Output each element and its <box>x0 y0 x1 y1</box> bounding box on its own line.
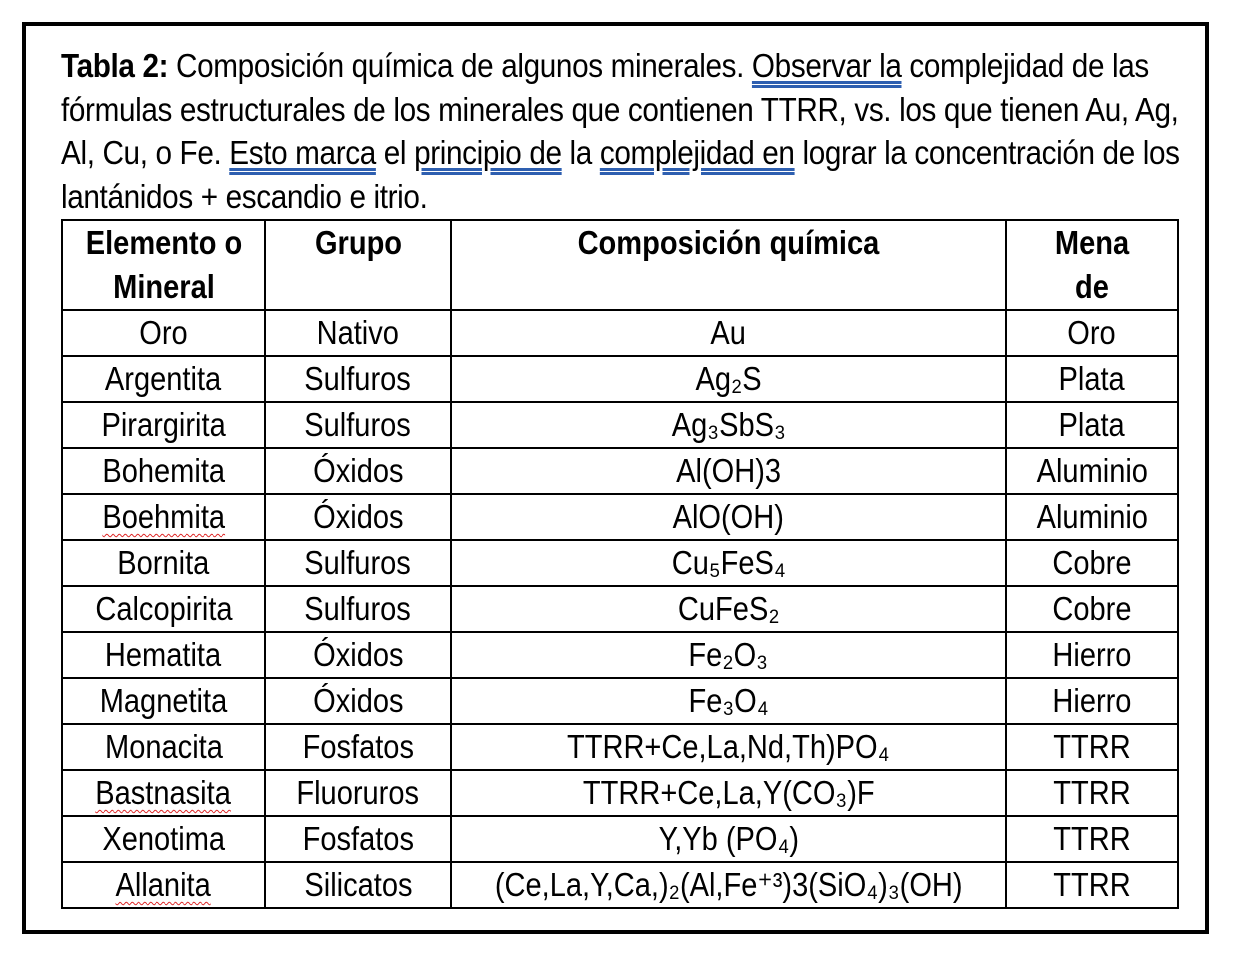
caption-text: lograr la concentración de los lantánidos + escandio e itrio. <box>61 134 1180 215</box>
mineral-cell: Boehmita <box>62 494 265 540</box>
grupo-cell: Fluoruros <box>265 770 451 816</box>
caption-underlined: principio de <box>414 134 562 171</box>
caption-text: el <box>375 134 415 171</box>
formula-cell: TTRR+Ce,La,Y(CO₃)F <box>451 770 1006 816</box>
formula-cell: TTRR+Ce,La,Nd,Th)PO₄ <box>451 724 1006 770</box>
formula-cell: Al(OH)3 <box>451 448 1006 494</box>
mineral-cell: Xenotima <box>62 816 265 862</box>
mineral-cell: Pirargirita <box>62 402 265 448</box>
mineral-cell: Hematita <box>62 632 265 678</box>
header-composicion: Composición química <box>451 220 1006 310</box>
caption-text: Composición química de algunos minerales. <box>168 47 752 84</box>
header-mena: Mena de <box>1006 220 1178 310</box>
grupo-cell: Fosfatos <box>265 816 451 862</box>
formula-cell: Fe₃O₄ <box>451 678 1006 724</box>
table-caption <box>61 44 1181 218</box>
formula-cell: Cu₅FeS₄ <box>451 540 1006 586</box>
formula-cell: Fe₂O₃ <box>451 632 1006 678</box>
mineral-cell: Bornita <box>62 540 265 586</box>
grupo-cell: Sulfuros <box>265 540 451 586</box>
mineral-cell: Argentita <box>62 356 265 402</box>
mena-cell: Cobre <box>1006 586 1178 632</box>
grupo-cell: Óxidos <box>265 632 451 678</box>
table-row <box>62 632 1178 678</box>
table-row <box>62 448 1178 494</box>
formula-cell: Ag₃SbS₃ <box>451 402 1006 448</box>
mena-cell: Oro <box>1006 310 1178 356</box>
formula-cell: Au <box>451 310 1006 356</box>
caption-text: la <box>561 134 600 171</box>
grupo-cell: Sulfuros <box>265 586 451 632</box>
grupo-cell: Óxidos <box>265 494 451 540</box>
caption-underlined: Esto marca <box>229 134 376 171</box>
table-row <box>62 678 1178 724</box>
table-row <box>62 586 1178 632</box>
mena-cell: Plata <box>1006 402 1178 448</box>
mena-cell: Aluminio <box>1006 494 1178 540</box>
grupo-cell: Silicatos <box>265 862 451 908</box>
grupo-cell: Sulfuros <box>265 402 451 448</box>
formula-cell: AlO(OH) <box>451 494 1006 540</box>
caption-text: complejidad de las fórmulas estructurales de los minerales que contienen TTRR, vs. los que tienen Au, Ag, Al, Cu, o Fe. <box>61 47 1179 171</box>
table-row <box>62 816 1178 862</box>
formula-cell: Y,Yb (PO₄) <box>451 816 1006 862</box>
mineral-cell: Allanita <box>62 862 265 908</box>
mineral-cell: Calcopirita <box>62 586 265 632</box>
table-row <box>62 724 1178 770</box>
mineral-cell: Oro <box>62 310 265 356</box>
mineral-cell: Bastnasita <box>62 770 265 816</box>
mena-cell: TTRR <box>1006 770 1178 816</box>
grupo-cell: Sulfuros <box>265 356 451 402</box>
mena-cell: TTRR <box>1006 816 1178 862</box>
mena-cell: Hierro <box>1006 632 1178 678</box>
mineral-cell: Monacita <box>62 724 265 770</box>
table-row <box>62 310 1178 356</box>
mena-cell: Hierro <box>1006 678 1178 724</box>
table-row <box>62 494 1178 540</box>
header-mineral: Elemento o Mineral <box>62 220 265 310</box>
table-row <box>62 540 1178 586</box>
mena-cell: TTRR <box>1006 862 1178 908</box>
grupo-cell: Nativo <box>265 310 451 356</box>
table-row <box>62 356 1178 402</box>
caption-underlined: Observar la <box>751 47 902 84</box>
mena-cell: TTRR <box>1006 724 1178 770</box>
grupo-cell: Óxidos <box>265 678 451 724</box>
grupo-cell: Óxidos <box>265 448 451 494</box>
minerals-table <box>61 219 1179 909</box>
mineral-cell: Bohemita <box>62 448 265 494</box>
table-row <box>62 402 1178 448</box>
mena-cell: Aluminio <box>1006 448 1178 494</box>
mena-cell: Cobre <box>1006 540 1178 586</box>
mineral-cell: Magnetita <box>62 678 265 724</box>
table-row <box>62 770 1178 816</box>
grupo-cell: Fosfatos <box>265 724 451 770</box>
header-grupo: Grupo <box>265 220 451 310</box>
table-row <box>62 862 1178 908</box>
formula-cell: CuFeS₂ <box>451 586 1006 632</box>
caption-label: Tabla 2: <box>61 47 169 84</box>
header-row <box>62 220 1178 310</box>
caption-underlined: complejidad en <box>599 134 795 171</box>
mena-cell: Plata <box>1006 356 1178 402</box>
formula-cell: (Ce,La,Y,Ca,)₂(Al,Fe⁺³)3(SiO₄)₃(OH) <box>451 862 1006 908</box>
formula-cell: Ag₂S <box>451 356 1006 402</box>
